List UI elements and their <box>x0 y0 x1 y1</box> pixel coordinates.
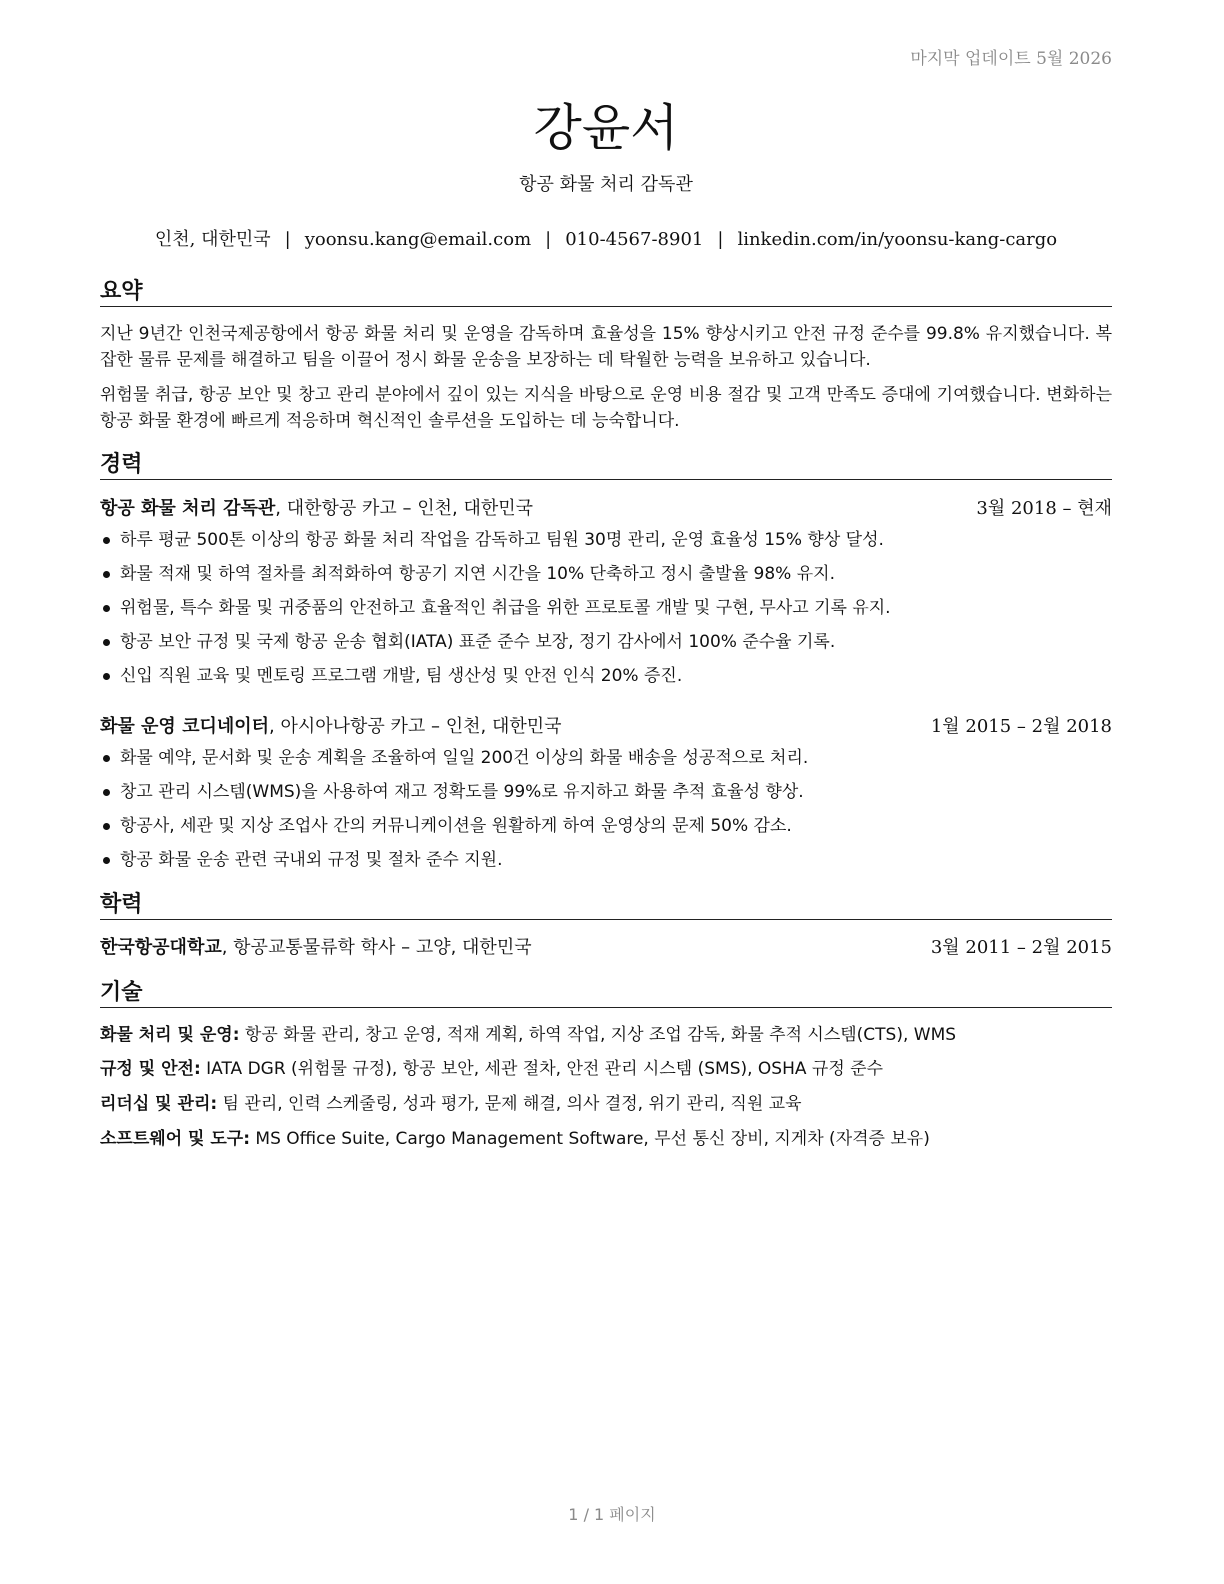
list-item: 신입 직원 교육 및 멘토링 프로그램 개발, 팀 생산성 및 안전 인식 20% 증진. <box>100 663 1112 697</box>
skill-label: 규정 및 안전: <box>100 1059 201 1079</box>
list-item: 항공 보안 규정 및 국제 항공 운송 협회(IATA) 표준 준수 보장, 정기 감사에서 100% 준수율 기록. <box>100 629 1112 663</box>
list-item: 항공사, 세관 및 지상 조업사 간의 커뮤니케이션을 원활하게 하여 운영상의 문제 50% 감소. <box>100 813 1112 847</box>
job-role: 항공 화물 처리 감독관 <box>100 498 276 519</box>
skill-value: IATA DGR (위험물 규정), 항공 보안, 세관 절차, 안전 관리 시스템 (SMS), OSHA 규정 준수 <box>200 1059 884 1079</box>
list-item: 위험물, 특수 화물 및 귀중품의 안전하고 효율적인 취급을 위한 프로토콜 개발 및 구현, 무사고 기록 유지. <box>100 595 1112 629</box>
summary-paragraph: 위험물 취급, 항공 보안 및 창고 관리 분야에서 깊이 있는 지식을 바탕으로 운영 비용 절감 및 고객 만족도 증대에 기여했습니다. 변화하는 항공 화물 환경에 빠르게 적응하며 혁신적인 솔루션을 도입하는 데 능숙합니다. <box>100 385 1112 431</box>
job-dates: 3월 2018 – 현재 <box>976 498 1112 519</box>
skill-row <box>100 1091 1112 1117</box>
list-item: 항공 화물 운송 관련 국내외 규정 및 절차 준수 지원. <box>100 847 1112 881</box>
section-heading-experience: 경력 <box>100 452 1112 480</box>
education-entry <box>100 935 1112 961</box>
skill-value: 항공 화물 관리, 창고 운영, 적재 계획, 하역 작업, 지상 조업 감독, 화물 추적 시스템(CTS), WMS <box>239 1025 957 1045</box>
contact-line <box>100 225 1112 251</box>
separator: | <box>284 229 291 250</box>
contact-email[interactable]: yoonsu.kang@email.com <box>304 229 532 250</box>
education-dates: 3월 2011 – 2월 2015 <box>930 937 1112 958</box>
skill-label: 화물 처리 및 운영: <box>100 1025 240 1045</box>
skill-label: 리더십 및 관리: <box>100 1094 218 1114</box>
job-header <box>100 714 1112 740</box>
skill-label: 소프트웨어 및 도구: <box>100 1129 251 1149</box>
skill-value: 팀 관리, 인력 스케줄링, 성과 평가, 문제 해결, 의사 결정, 위기 관리, 직원 교육 <box>217 1094 802 1114</box>
list-item: 화물 적재 및 하역 절차를 최적화하여 항공기 지연 시간을 10% 단축하고 정시 출발율 98% 유지. <box>100 561 1112 595</box>
skill-row <box>100 1056 1112 1082</box>
education-detail: , 항공교통물류학 학사 – 고양, 대한민국 <box>221 937 532 958</box>
job-bullets <box>100 527 1112 697</box>
job-company: , 아시아나항공 카고 – 인천, 대한민국 <box>269 716 562 737</box>
section-heading-education: 학력 <box>100 892 1112 920</box>
page-number: 1 / 1 페이지 <box>568 1505 656 1524</box>
job-company: , 대한항공 카고 – 인천, 대한민국 <box>275 498 534 519</box>
summary-paragraph: 지난 9년간 인천국제공항에서 항공 화물 처리 및 운영을 감독하며 효율성을 15% 향상시키고 안전 규정 준수를 99.8% 유지했습니다. 복잡한 물류 문제를 해결하고 팀을 이끌어 정시 화물 운송을 보장하는 데 탁월한 능력을 보유하고 있습니다. <box>100 324 1112 370</box>
candidate-name: 강윤서 <box>533 99 679 157</box>
job-bullets <box>100 745 1112 881</box>
resume-page <box>100 0 1112 1584</box>
skill-row <box>100 1126 1112 1152</box>
skill-row <box>100 1022 1112 1048</box>
job-role: 화물 운영 코디네이터 <box>100 716 270 737</box>
contact-linkedin[interactable]: linkedin.com/in/yoonsu-kang-cargo <box>737 229 1058 250</box>
contact-location: 인천, 대한민국 <box>154 229 271 250</box>
section-heading-summary: 요약 <box>100 279 1112 307</box>
school-name: 한국항공대학교 <box>100 937 222 958</box>
job-header <box>100 496 1112 522</box>
list-item: 하루 평균 500톤 이상의 항공 화물 처리 작업을 감독하고 팀원 30명 관리, 운영 효율성 15% 향상 달성. <box>100 527 1112 561</box>
skill-value: MS Office Suite, Cargo Management Software, 무선 통신 장비, 지게차 (자격증 보유) <box>250 1129 930 1149</box>
list-item: 창고 관리 시스템(WMS)을 사용하여 재고 정확도를 99%로 유지하고 화물 추적 효율성 향상. <box>100 779 1112 813</box>
last-updated: 마지막 업데이트 5월 2026 <box>910 49 1112 69</box>
list-item: 화물 예약, 문서화 및 운송 계획을 조율하여 일일 200건 이상의 화물 배송을 성공적으로 처리. <box>100 745 1112 779</box>
job-dates: 1월 2015 – 2월 2018 <box>930 716 1112 737</box>
separator: | <box>717 229 724 250</box>
job-title: 항공 화물 처리 감독관 <box>519 174 693 195</box>
contact-phone: 010-4567-8901 <box>565 229 704 250</box>
section-heading-skills: 기술 <box>100 980 1112 1008</box>
separator: | <box>545 229 552 250</box>
